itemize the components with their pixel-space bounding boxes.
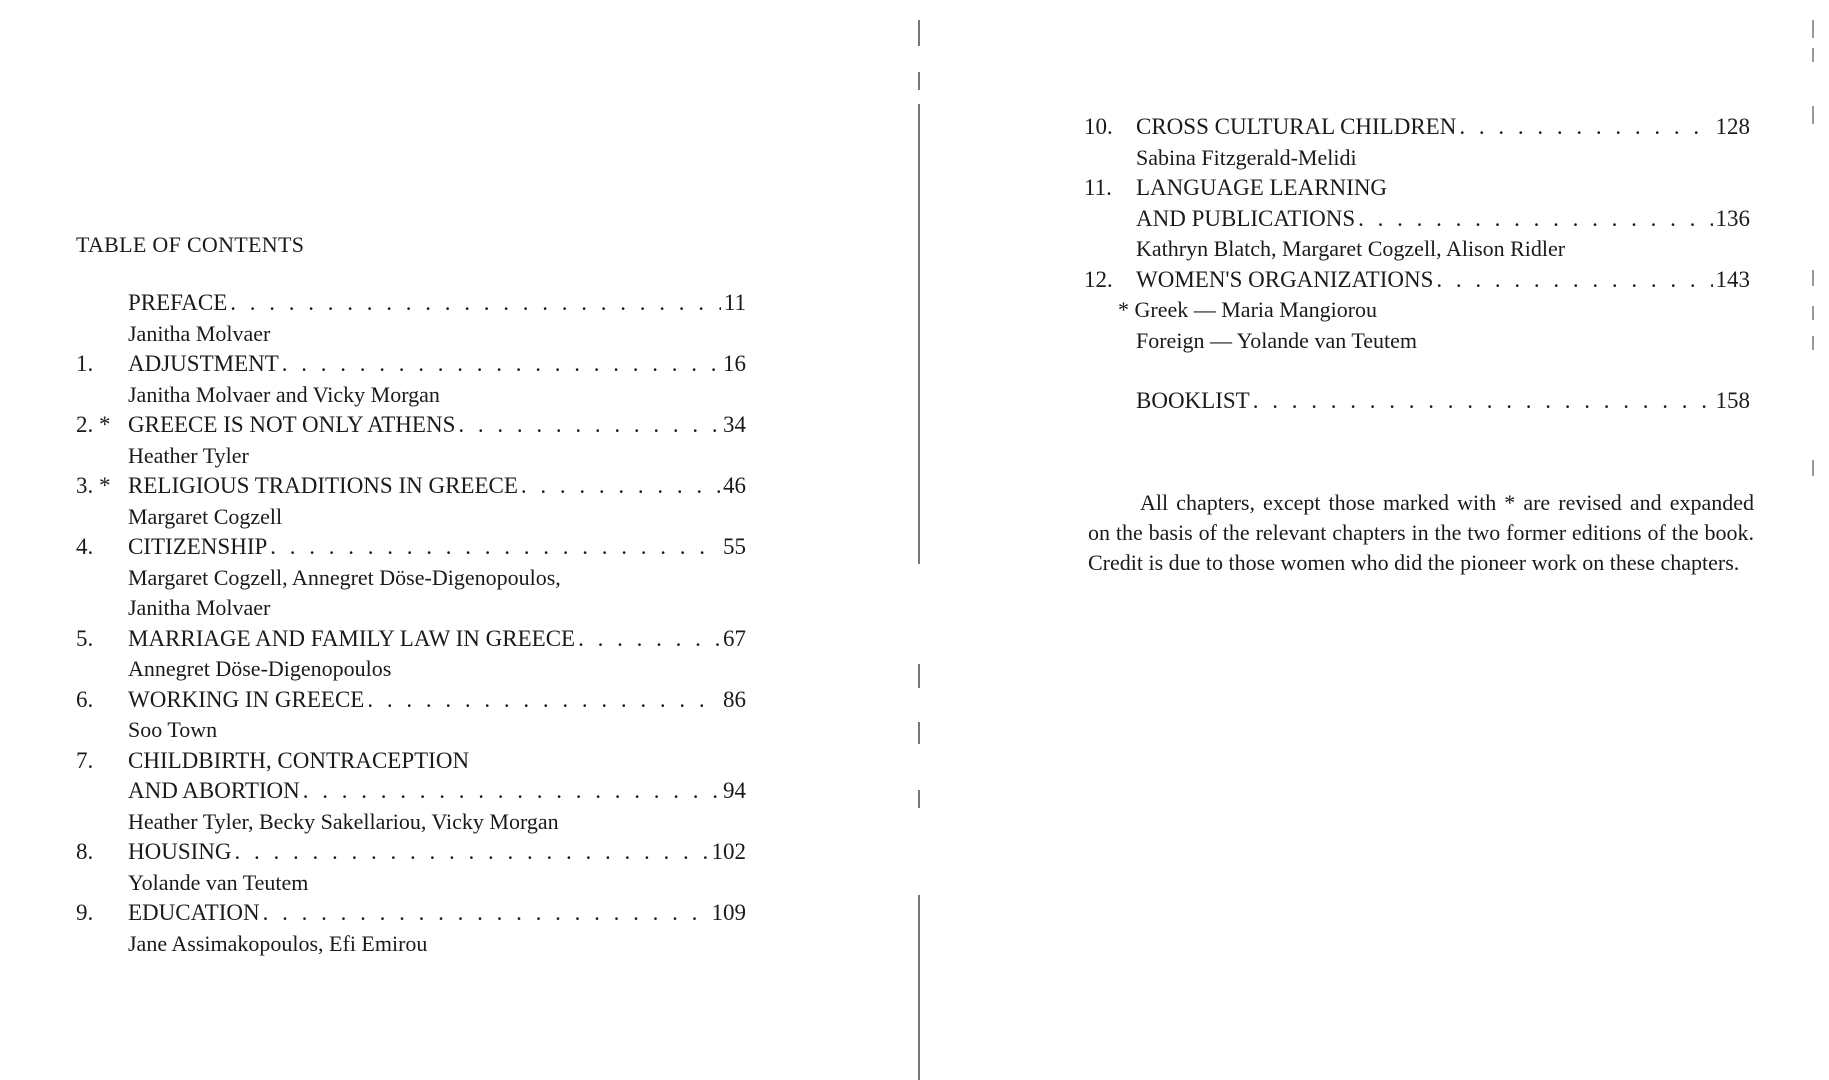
entry-number: 5. — [76, 625, 94, 651]
leader-dots — [521, 471, 720, 502]
entry-author: Heather Tyler, Becky Sakellariou, Vicky Morgan — [128, 808, 559, 834]
entry-author: Janitha Molvaer — [128, 595, 271, 620]
leader-dots — [282, 349, 720, 380]
entry-number: 12. — [1084, 266, 1113, 292]
entry-author: Janitha Molvaer and Vicky Morgan — [128, 381, 440, 407]
entry-title: GREECE IS NOT ONLY ATHENS — [128, 412, 456, 437]
entry-author: Kathryn Blatch, Margaret Cogzell, Alison Ridler — [1136, 236, 1566, 261]
toc-list-right — [1084, 112, 1750, 417]
entry-page: 102 — [711, 839, 746, 864]
toc-entry-citizenship[interactable] — [76, 532, 746, 563]
leader-dots — [230, 288, 721, 319]
toc-entry-language-learning-line1[interactable] — [1084, 173, 1750, 204]
entry-title-line1: CHILDBIRTH, CONTRACEPTION — [128, 747, 470, 773]
entry-author: Margaret Cogzell, Annegret Döse-Digenopoulos, — [128, 564, 561, 590]
entry-page: 128 — [1715, 114, 1750, 139]
entry-title: RELIGIOUS TRADITIONS IN GREECE — [128, 473, 518, 498]
entry-page: 158 — [1715, 388, 1750, 413]
leader-dots — [1253, 386, 1713, 417]
entry-number: 10. — [1084, 114, 1113, 139]
entry-number: 8. — [76, 839, 94, 864]
entry-page: 109 — [711, 900, 746, 925]
entry-number: 2. * — [76, 412, 111, 437]
entry-author: Janitha Molvaer — [128, 320, 271, 346]
entry-title: AND ABORTION — [128, 778, 300, 803]
leader-dots — [235, 837, 709, 868]
entry-title: EDUCATION — [128, 900, 260, 925]
entry-page: 55 — [723, 534, 746, 559]
entry-title: ADJUSTMENT — [128, 351, 279, 376]
toc-entry-religious-traditions[interactable] — [76, 471, 746, 502]
entry-page: 86 — [723, 686, 746, 712]
toc-entry-adjustment[interactable] — [76, 349, 746, 380]
leader-dots — [263, 898, 709, 929]
entry-page: 136 — [1715, 205, 1750, 231]
leader-dots — [270, 532, 720, 563]
toc-list-left — [76, 288, 746, 959]
leader-dots — [367, 685, 720, 716]
entry-title: AND PUBLICATIONS — [1136, 205, 1356, 231]
entry-number: 9. — [76, 900, 94, 925]
entry-page: 67 — [723, 625, 746, 651]
toc-entry-greece-not-only-athens[interactable] — [76, 410, 746, 441]
entry-page: 46 — [723, 473, 746, 498]
entry-title: CROSS CULTURAL CHILDREN — [1136, 114, 1457, 139]
entry-author: Annegret Döse-Digenopoulos — [128, 656, 392, 681]
entry-author: Soo Town — [128, 717, 218, 742]
entry-title: WORKING IN GREECE — [128, 686, 365, 712]
entry-page: 16 — [723, 351, 746, 376]
entry-title: HOUSING — [128, 839, 232, 864]
toc-entry-working-in-greece[interactable] — [76, 685, 746, 716]
entry-number: 1. — [76, 351, 94, 376]
entry-author: Margaret Cogzell — [128, 503, 283, 529]
entry-title-line1: LANGUAGE LEARNING — [1136, 175, 1388, 200]
entry-author: Foreign — Yolande van Teutem — [1136, 327, 1417, 353]
entry-author: Heather Tyler — [128, 442, 249, 468]
leader-dots — [578, 624, 720, 655]
entry-title: BOOKLIST — [1136, 388, 1250, 413]
leader-dots — [1436, 265, 1712, 296]
entry-number: 7. — [76, 747, 94, 773]
entry-number: 4. — [76, 534, 94, 559]
toc-entry-marriage-family-law[interactable] — [76, 624, 746, 655]
entry-page: 11 — [723, 290, 746, 315]
revision-note: All chapters, except those marked with * are revised and expanded on the basis of the relevant chapters in the two former editions of the book. Credit is due to those women who did the pioneer work on these chapters. — [1088, 490, 1754, 575]
entry-author: Yolande van Teutem — [128, 869, 309, 895]
toc-entry-childbirth-line1[interactable] — [76, 746, 746, 777]
entry-author: * Greek — Maria Mangiorou — [1118, 297, 1378, 322]
leader-dots — [1459, 112, 1712, 143]
toc-entry-preface[interactable] — [76, 288, 746, 319]
entry-number: 3. * — [76, 473, 111, 498]
toc-entry-childbirth[interactable] — [76, 776, 746, 807]
entry-page: 94 — [723, 778, 746, 803]
entry-page: 34 — [723, 412, 746, 437]
toc-entry-housing[interactable] — [76, 837, 746, 868]
entry-page: 143 — [1715, 266, 1750, 292]
entry-number: 11. — [1084, 175, 1112, 200]
entry-author: Sabina Fitzgerald-Melidi — [1136, 144, 1357, 170]
toc-entry-booklist[interactable] — [1084, 386, 1750, 417]
entry-author: Jane Assimakopoulos, Efi Emirou — [128, 930, 428, 956]
toc-entry-womens-organizations[interactable] — [1084, 265, 1750, 296]
leader-dots — [458, 410, 720, 441]
toc-entry-language-learning[interactable] — [1084, 204, 1750, 235]
entry-title: WOMEN'S ORGANIZATIONS — [1136, 266, 1434, 292]
toc-entry-cross-cultural-children[interactable] — [1084, 112, 1750, 143]
leader-dots — [303, 776, 720, 807]
entry-title: CITIZENSHIP — [128, 534, 268, 559]
toc-title: TABLE OF CONTENTS — [76, 232, 305, 257]
toc-entry-education[interactable] — [76, 898, 746, 929]
entry-title: MARRIAGE AND FAMILY LAW IN GREECE — [128, 625, 576, 651]
leader-dots — [1358, 204, 1712, 235]
entry-number: 6. — [76, 686, 94, 712]
entry-title: PREFACE — [128, 290, 228, 315]
